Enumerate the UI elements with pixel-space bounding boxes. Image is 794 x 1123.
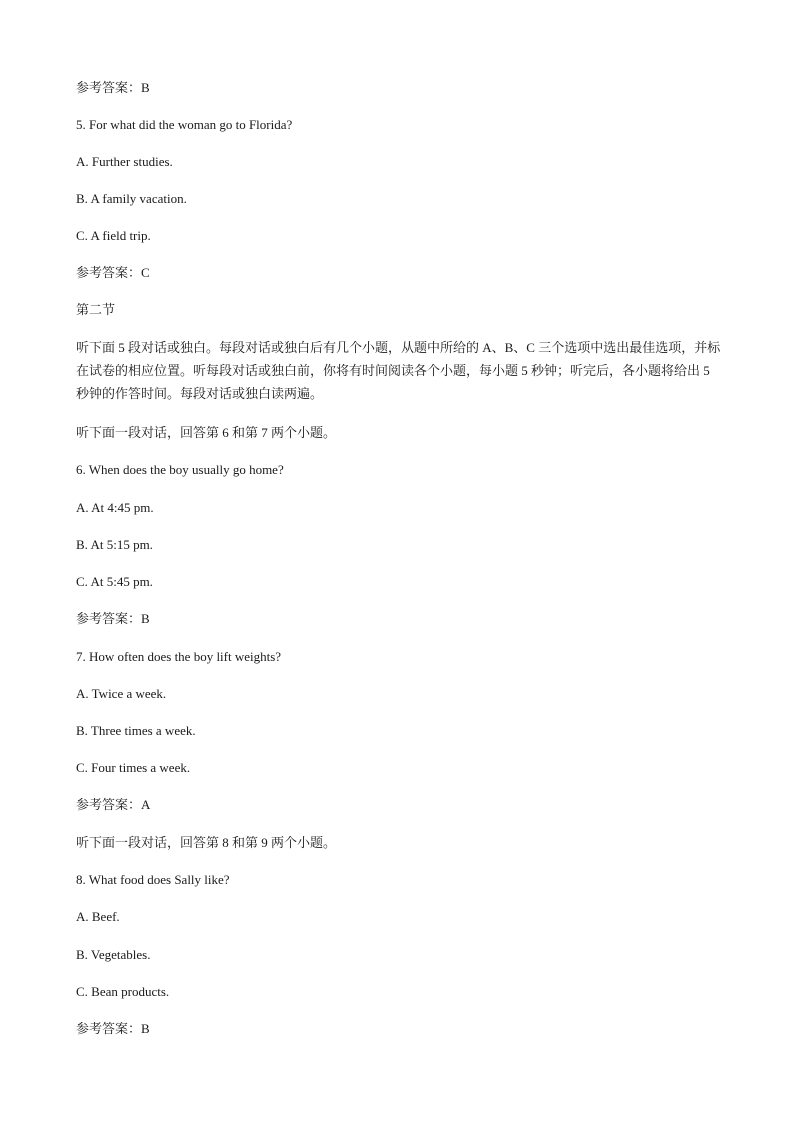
answer-line: 参考答案：A [76, 797, 151, 812]
answer-line: 参考答案：B [76, 80, 150, 95]
question-5: 5. For what did the woman go to Florida? [76, 117, 293, 132]
option-8b: B. Vegetables. [76, 947, 151, 962]
option-5c: C. A field trip. [76, 228, 151, 243]
section-title: 第二节 [76, 302, 116, 317]
option-6c: C. At 5:45 pm. [76, 574, 153, 589]
option-8c: C. Bean products. [76, 984, 170, 999]
option-7c: C. Four times a week. [76, 760, 191, 775]
question-7: 7. How often does the boy lift weights? [76, 649, 282, 664]
section-instructions: 听下面 5 段对话或独白。每段对话或独白后有几个小题，从题中所给的 A、B、C 三个选项中选出最佳选项，并标在试卷的相应位置。听每段对话或独白前，你将有时间阅读各个小题，每小题 5 秒钟；听完后，各小题将给出 5 秒钟的作答时间。每段对话或独白读两遍。 [76, 340, 721, 401]
option-8a: A. Beef. [76, 909, 120, 924]
option-5a: A. Further studies. [76, 154, 173, 169]
answer-line: 参考答案：C [76, 265, 150, 280]
option-7a: A. Twice a week. [76, 686, 167, 701]
dialog-instruction: 听下面一段对话，回答第 8 和第 9 两个小题。 [76, 835, 337, 850]
question-6: 6. When does the boy usually go home? [76, 462, 284, 477]
answer-line: 参考答案：B [76, 611, 150, 626]
question-8: 8. What food does Sally like? [76, 872, 230, 887]
answer-line: 参考答案：B [76, 1021, 150, 1036]
option-7b: B. Three times a week. [76, 723, 196, 738]
option-5b: B. A family vacation. [76, 191, 187, 206]
option-6b: B. At 5:15 pm. [76, 537, 153, 552]
dialog-instruction: 听下面一段对话，回答第 6 和第 7 两个小题。 [76, 425, 337, 440]
option-6a: A. At 4:45 pm. [76, 500, 154, 515]
